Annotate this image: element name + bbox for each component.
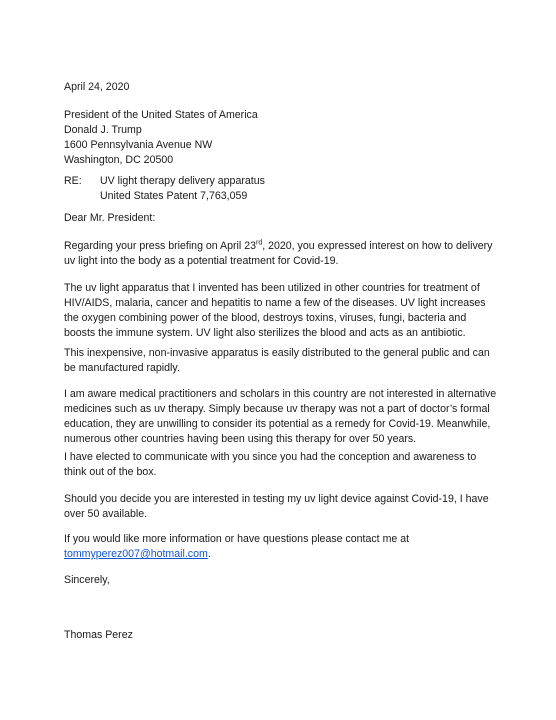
signature-name: Thomas Perez bbox=[64, 629, 133, 641]
email-link[interactable]: tommyperez007@hotmail.com bbox=[64, 548, 208, 560]
re-subject-line: UV light therapy delivery apparatus bbox=[100, 175, 265, 187]
paragraph-contact bbox=[64, 532, 500, 562]
re-subject bbox=[100, 174, 265, 204]
paragraph-communicate: I have elected to communicate with you since you had the conception and awareness to think out of the box. bbox=[64, 451, 477, 478]
recipient-line: Washington, DC 20500 bbox=[64, 154, 174, 166]
recipient-address bbox=[64, 108, 500, 168]
letter-date: April 24, 2020 bbox=[64, 81, 130, 93]
paragraph-apparatus: The uv light apparatus that I invented has been utilized in other countries for treatment of HIV/AIDS, malaria, cancer and hepatitis to name a few of the diseases. UV light increases the oxygen combining power of the blood, destroys toxins, viruses, fungi, bacteria and boosts the immune system. UV light also sterilizes the blood and acts as an antibiotic. bbox=[64, 282, 486, 339]
recipient-line: Donald J. Trump bbox=[64, 124, 142, 136]
paragraph-text: , 2020, you expressed interest on how to delivery uv light into the body as a potential treatment for Covid-19. bbox=[64, 240, 493, 267]
contact-text: If you would like more information or have questions please contact me at bbox=[64, 533, 410, 545]
recipient-line: 1600 Pennsylvania Avenue NW bbox=[64, 139, 213, 151]
ordinal-suffix: rd bbox=[255, 239, 263, 247]
paragraph-testing: Should you decide you are interested in testing my uv light device against Covid-19, I have over 50 available. bbox=[64, 493, 489, 520]
re-label: RE: bbox=[64, 175, 82, 187]
paragraph-press-briefing bbox=[64, 239, 500, 269]
paragraph-inexpensive: This inexpensive, non-invasive apparatus is easily distributed to the general public and can be manufactured rapidly. bbox=[64, 347, 490, 374]
recipient-line: President of the United States of America bbox=[64, 109, 258, 121]
paragraph-text: Regarding your press briefing on April 23 bbox=[64, 240, 256, 252]
closing: Sincerely, bbox=[64, 574, 110, 586]
re-subject-line: United States Patent 7,763,059 bbox=[100, 190, 248, 202]
salutation: Dear Mr. President: bbox=[64, 212, 156, 224]
paragraph-awareness: I am aware medical practitioners and scholars in this country are not interested in alternative medicines such as uv therapy. Simply because uv therapy was not a part of doctor’s formal education, they are unwilling to consider its potential as a remedy for Covid-19. Meanwhile, numerous other countries having been using this therapy for over 50 years. bbox=[64, 388, 497, 445]
contact-period: . bbox=[207, 548, 211, 560]
